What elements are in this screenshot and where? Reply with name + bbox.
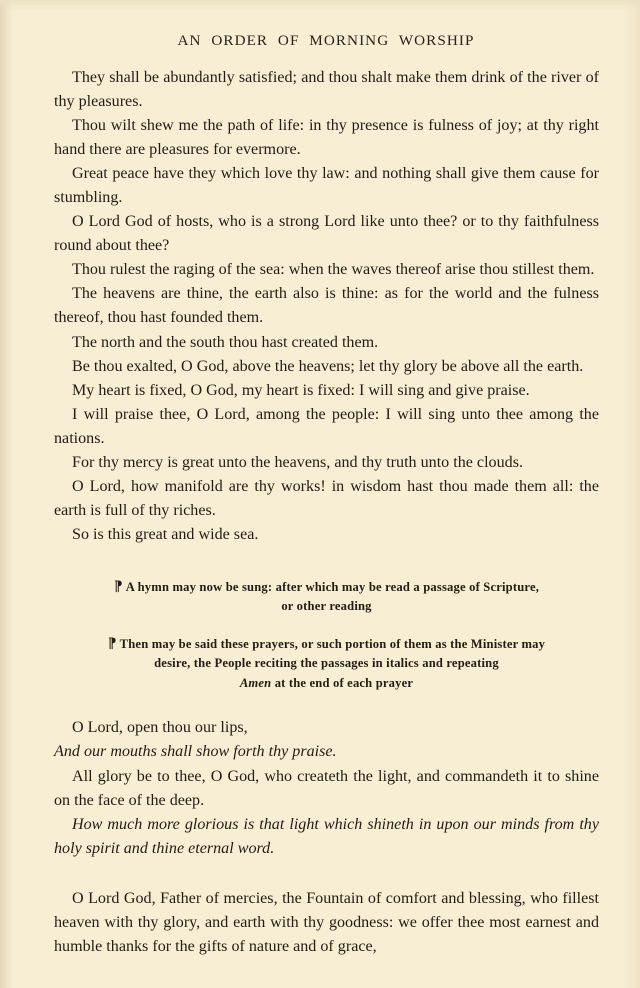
scripture-verse: They shall be abundantly satisfied; and thou shalt make them drink of the river of thy pleasures. bbox=[54, 69, 599, 111]
pilcrow-icon: ⁋ bbox=[113, 578, 123, 594]
scripture-verse: I will praise thee, O Lord, among the people: I will sing unto thee among the nations. bbox=[54, 405, 599, 447]
scripture-verse: The heavens are thine, the earth also is thine: as for the world and the fulness thereof, thou hast founded them. bbox=[54, 285, 599, 327]
scripture-verse: Great peace have they which love thy law: and nothing shall give them cause for stumbling. bbox=[54, 165, 599, 207]
rubric-hymn-line1: A hymn may now be sung: after which may be read a passage of Scripture, bbox=[125, 579, 540, 594]
final-prayer: O Lord God, Father of mercies, the Fountain of comfort and blessing, who fillest heaven with thy glory, and earth with thy goodness: we offer thee most earnest and humble thanks for the gifts of nature and of grace, bbox=[54, 889, 599, 955]
rubric-prayers bbox=[54, 634, 599, 694]
spacer bbox=[54, 617, 599, 634]
rubric-prayers-line2: desire, the People reciting the passages in italics and repeating bbox=[154, 656, 499, 671]
versicle: All glory be to thee, O God, who createth the light, and commandeth it to shine on the face of the deep. bbox=[54, 767, 599, 809]
rubric-hymn-line2: or other reading bbox=[281, 599, 372, 614]
response-italic: And our mouths shall show forth thy praise. bbox=[54, 743, 337, 761]
scripture-verse: Be thou exalted, O God, above the heavens; let thy glory be above all the earth. bbox=[72, 357, 584, 375]
spacer bbox=[54, 547, 599, 577]
rubric-prayers-line1: Then may be said these prayers, or such portion of them as the Minister may bbox=[119, 636, 546, 651]
spacer bbox=[54, 861, 599, 887]
rubric-prayers-line3: at the end of each prayer bbox=[274, 675, 414, 690]
scripture-verse: O Lord God of hosts, who is a strong Lord like unto thee? or to thy faithfulness round about thee? bbox=[54, 213, 599, 255]
scripture-verse: Thou wilt shew me the path of life: in thy presence is fulness of joy; at thy right hand there are pleasures for evermore. bbox=[54, 117, 599, 159]
pilcrow-icon: ⁋ bbox=[107, 635, 117, 651]
response-italic: How much more glorious is that light which shineth in upon our minds from thy holy spirit and thine eternal word. bbox=[54, 815, 599, 857]
scripture-verse: Thou rulest the raging of the sea: when the waves thereof arise thou stillest them. bbox=[72, 261, 595, 279]
scripture-verse: The north and the south thou hast created them. bbox=[72, 333, 379, 351]
spacer bbox=[54, 693, 599, 716]
scripture-verse: My heart is fixed, O God, my heart is fixed: I will sing and give praise. bbox=[72, 381, 530, 399]
body-column bbox=[54, 66, 599, 959]
running-head: AN ORDER OF MORNING WORSHIP bbox=[177, 32, 475, 49]
versicle: O Lord, open thou our lips, bbox=[72, 719, 248, 737]
rubric-prayers-amen: Amen bbox=[239, 675, 272, 690]
scripture-verse: O Lord, how manifold are thy works! in wisdom hast thou made them all: the earth is full of thy riches. bbox=[54, 477, 599, 519]
scripture-verse: So is this great and wide sea. bbox=[72, 525, 259, 543]
rubric-hymn bbox=[54, 577, 599, 617]
scripture-verse: For thy mercy is great unto the heavens, and thy truth unto the clouds. bbox=[72, 453, 523, 471]
